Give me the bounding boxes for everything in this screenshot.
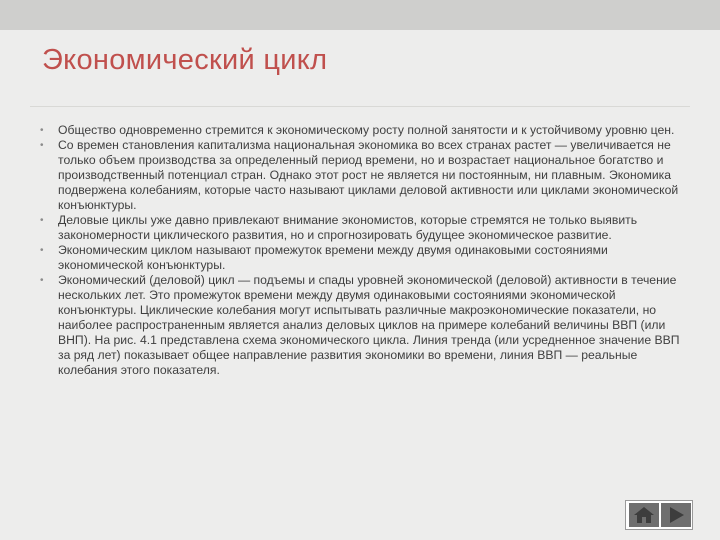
bullet-marker: • <box>40 140 44 151</box>
bullet-text: Экономический (деловой) цикл — подъемы и спады уровней экономической (деловой) активности в течение нескольких лет. Это промежуток времени между двумя одинаковыми состояниями экономической конъюнктуры. Циклические колебания могут испытывать различные макроэкономические показатели, но наиболее распространенным является анализ деловых циклов на примере колебаний величины ВВП (или ВНП). На рис. 4.1 представлена схема экономического цикла. Линия тренда (или усредненное значение ВВП за ряд лет) показывает общее направление развития экономики во времени, линия ВВП — реальные колебания этого показателя. <box>58 273 680 377</box>
bullet-text: Со времен становления капитализма национальная экономика во всех странах растет — увеличивается не только объем производства за определенный период времени, но и возрастает национальное богатство и производственный потенциал стран. Однако этот рост не является ни постоянным, ни плавным. Экономика подвержена колебаниям, которые часто называют циклами деловой активности или циклами экономической конъюнктуры. <box>58 138 679 212</box>
bullet-item <box>40 273 680 378</box>
bullet-item <box>40 213 680 243</box>
next-slide-button[interactable] <box>661 503 691 527</box>
home-button[interactable] <box>629 503 659 527</box>
bullet-marker: • <box>40 215 44 226</box>
bullet-item <box>40 138 680 213</box>
bullet-list <box>40 123 680 378</box>
bullet-marker: • <box>40 245 44 256</box>
slide-title: Экономический цикл <box>42 44 328 76</box>
bullet-text: Общество одновременно стремится к экономическому росту полной занятости и к устойчивому уровню цен. <box>58 123 675 137</box>
play-next-icon <box>661 503 691 527</box>
bullet-item <box>40 243 680 273</box>
home-icon <box>629 503 659 527</box>
top-band <box>0 0 720 30</box>
title-divider <box>30 106 690 107</box>
bullet-marker: • <box>40 275 44 286</box>
bullet-item <box>40 123 680 138</box>
slide-navigation <box>625 500 693 530</box>
bullet-text: Экономическим циклом называют промежуток времени между двумя одинаковыми состояниями экономической конъюнктуры. <box>58 243 608 272</box>
bullet-marker: • <box>40 125 44 136</box>
bullet-text: Деловые циклы уже давно привлекают внимание экономистов, которые стремятся не только выявить закономерности циклического развития, но и спрогнозировать будущее экономическое развитие. <box>58 213 638 242</box>
